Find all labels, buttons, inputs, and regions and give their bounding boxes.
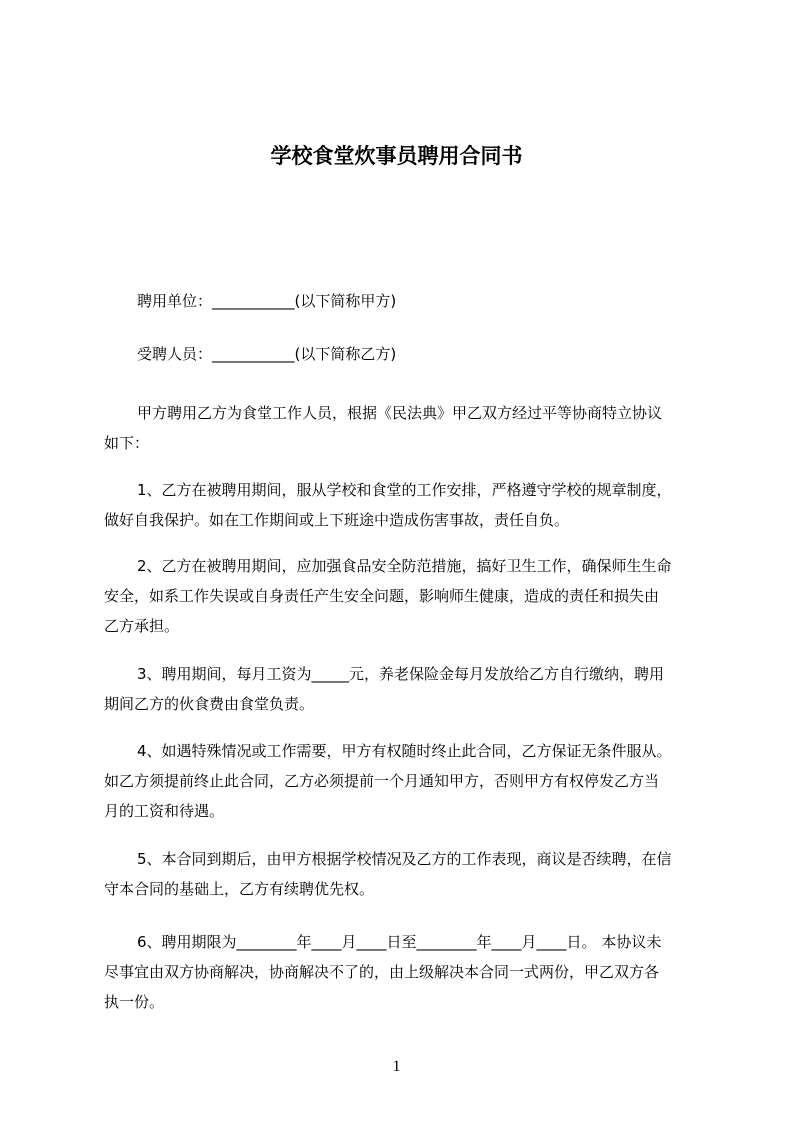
clause-4-line-2: 如乙方须提前终止此合同，乙方必须提前一个月通知甲方，否则甲方有权停发乙方当 bbox=[104, 772, 660, 790]
clause-3-line-1: 3、聘用期间，每月工资为_____元，养老保险金每月发放给乙方自行缴纳，聘用 bbox=[137, 665, 665, 683]
employee-field: 受聘人员：___________(以下简称乙方) bbox=[137, 345, 397, 363]
intro-line-1: 甲方聘用乙方为食堂工作人员，根据《民法典》甲乙双方经过平等协商特立协议 bbox=[137, 404, 663, 422]
clause-6-line-1: 6、聘用期限为________年____月____日至________年____月____日。 本协议未 bbox=[137, 933, 662, 951]
clause-3 bbox=[104, 659, 710, 719]
clause-5-line-2: 守本合同的基础上，乙方有续聘优先权。 bbox=[104, 880, 375, 898]
clause-6 bbox=[104, 927, 710, 1017]
document-title: 学校食堂炊事员聘用合同书 bbox=[270, 143, 523, 168]
intro-line-2: 如下： bbox=[104, 434, 150, 452]
clause-1 bbox=[104, 475, 710, 535]
clause-2-line-1: 2、乙方在被聘用期间，应加强食品安全防范措施，搞好卫生工作，确保师生生命 bbox=[137, 557, 672, 575]
clause-4-line-3: 月的工资和待遇。 bbox=[104, 802, 225, 820]
page-number: 1 bbox=[392, 1058, 401, 1075]
clause-1-line-2: 做好自我保护。如在工作期间或上下班途中造成伤害事故，责任自负。 bbox=[104, 511, 570, 529]
clause-5 bbox=[104, 844, 710, 904]
clause-2-line-2: 安全，如系工作失误或自身责任产生安全问题，影响师生健康，造成的责任和损失由 bbox=[104, 587, 660, 605]
clause-6-line-2: 尽事宜由双方协商解决，协商解决不了的，由上级解决本合同一式两份，甲乙双方各 bbox=[104, 963, 660, 981]
clause-4-line-1: 4、如遇特殊情况或工作需要，甲方有权随时终止此合同，乙方保证无条件服从。 bbox=[137, 742, 672, 760]
clause-3-line-2: 期间乙方的伙食费由食堂负责。 bbox=[104, 695, 315, 713]
clause-5-line-1: 5、本合同到期后，由甲方根据学校情况及乙方的工作表现，商议是否续聘，在信 bbox=[137, 850, 672, 868]
clause-2-line-3: 乙方承担。 bbox=[104, 617, 180, 635]
intro-paragraph bbox=[104, 398, 710, 458]
clause-1-line-1: 1、乙方在被聘用期间，服从学校和食堂的工作安排，严格遵守学校的规章制度， bbox=[137, 481, 672, 499]
clause-6-line-3: 执一份。 bbox=[104, 993, 165, 1011]
employer-field: 聘用单位：___________(以下简称甲方) bbox=[137, 292, 397, 310]
clause-2 bbox=[104, 551, 710, 641]
clause-4 bbox=[104, 736, 710, 826]
